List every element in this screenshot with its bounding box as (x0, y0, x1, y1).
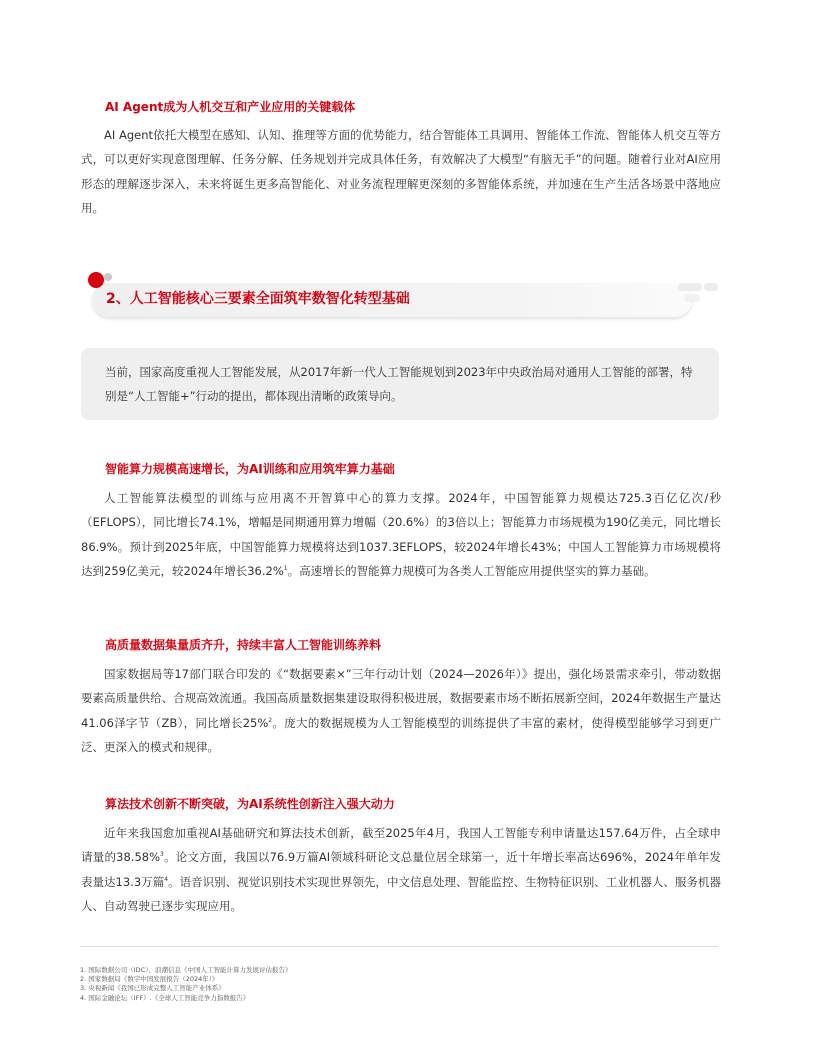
red-dot-icon (88, 272, 104, 288)
algorithm-heading: 算法技术创新不断突破，为AI系统性创新注入强大动力 (105, 797, 395, 811)
footnote-ref: 4 (164, 875, 169, 883)
decor-pill (704, 283, 718, 291)
data-paragraph (81, 662, 721, 759)
footnote-ref: 1 (283, 565, 288, 573)
section-title: 2、人工智能核心三要素全面筑牢数智化转型基础 (106, 291, 410, 307)
gray-dot-icon (104, 273, 112, 281)
footnote-ref: 2 (268, 716, 273, 724)
algorithm-text-end: 。语音识别、视觉识别技术实现世界领先，中文信息处理、智能监控、生物特征识别、工业机器人、服务机器人、自动驾驶已逐步实现应用。 (81, 874, 722, 913)
footnote-item: 2. 国家数据局《数字中国发展报告（2024年）》 (80, 975, 219, 984)
data-heading: 高质量数据集量质齐升，持续丰富人工智能训练养料 (105, 638, 382, 652)
footnote-ref: 3 (160, 851, 164, 859)
callout-text: 当前，国家高度重视人工智能发展，从2017年新一代人工智能规划到2023年中央政治局对通用人工智能的部署，特别是“人工智能+”行动的提出，都体现出清晰的政策导向。 (105, 365, 693, 403)
agent-paragraph: AI Agent依托大模型在感知、认知、推理等方面的优势能力，结合智能体工具调用、智能体工作流、智能体人机交互等方式，可以更好实现意图理解、任务分解、任务规划并完成具体任务，有效解决了大模型“有脑无手”的问题。随着行业对AI应用形态的理解逐步深入，未来将诞生更多高智能化、对业务流程理解更深刻的多智能体系统，并加速在生产生活各场景中落地应用。 (81, 128, 721, 215)
footnotes (80, 966, 291, 1003)
agent-heading: AI Agent成为人机交互和产业应用的关键载体 (105, 100, 356, 114)
compute-text: 人工智能算法模型的训练与应用离不开智算中心的算力支撑。2024年，中国智能算力规模达725.3百亿亿次/秒（EFLOPS），同比增长74.1%，增幅是同期通用算力增幅（20.6%）的3倍以上；智能算力市场规模为190亿美元，同比增长86.9%。预计到2025年底，中国智能算力规模将达到1037.3EFLOPS，较2024年增长43%；中国人工智能算力市场规模将达到259亿美元，较2024年增长36.2% (81, 491, 721, 578)
compute-paragraph (81, 486, 721, 583)
decor-pill (684, 294, 700, 302)
footnote-divider (80, 946, 718, 947)
algorithm-text: 近年来我国愈加重视AI基础研究和算法技术创新，截至2025年4月，我国人工智能专利申请量达157.64万件，占全球申请量的38.58% (81, 826, 721, 865)
data-text-end: 。庞大的数据规模为人工智能模型的训练提供了丰富的素材，使得模型能够学习到更广泛、更深入的模式和规律。 (81, 715, 721, 754)
footnote-item: 4. 国际金融论坛（IFF）.《全球人工智能竞争力指数报告》 (80, 993, 250, 1002)
compute-heading: 智能算力规模高速增长，为AI训练和应用筑牢算力基础 (105, 462, 395, 476)
decor-pill (678, 283, 702, 291)
policy-callout (81, 348, 719, 420)
footnote-item: 3. 央视新闻《我国已形成完整人工智能产业体系》 (80, 984, 225, 993)
footnote-item: 1. 国际数据公司（IDC）、浪潮信息《中国人工智能计算力发展评估报告》 (80, 966, 292, 974)
algorithm-text-mid: 。论文方面，我国以76.9万篇AI领域科研论文总量位居全球第一，近十年增长率高达696%，2024年单年发表量达13.3万篇 (81, 850, 721, 889)
data-text: 国家数据局等17部门联合印发的《“数据要素×”三年行动计划（2024—2026年）》提出，强化场景需求牵引，带动数据要素高质量供给、合规高效流通。我国高质量数据集建设取得积极进展，数据要素市场不断拓展新空间，2024年数据生产量达41.06泽字节（ZB），同比增长25% (81, 667, 721, 730)
algorithm-paragraph (81, 821, 721, 918)
compute-text-end: 。高速增长的智能算力规模可为各类人工智能应用提供坚实的算力基础。 (287, 563, 656, 578)
section-banner (80, 272, 725, 322)
